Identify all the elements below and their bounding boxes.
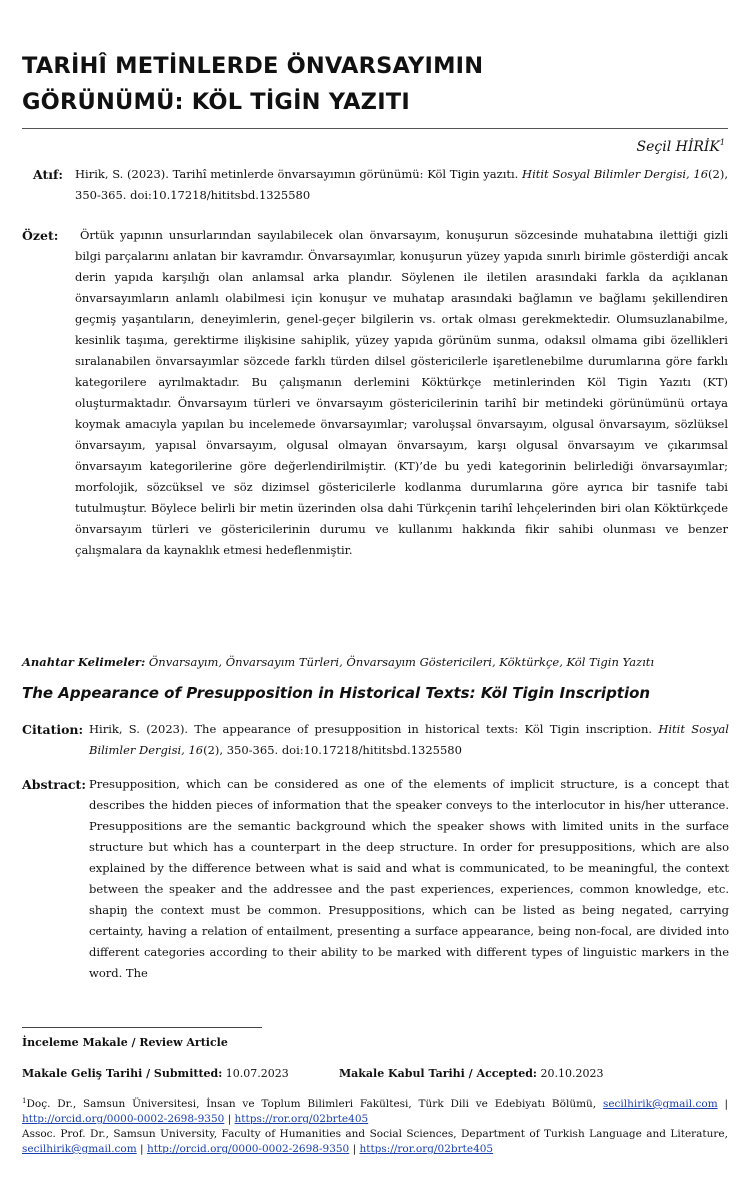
atif-label: Atıf: (33, 167, 63, 182)
author-footnote-mark[interactable]: 1 (719, 138, 725, 147)
citation-label: Citation: (22, 722, 84, 737)
footnote-tr: $^1$Doç. Dr., Samsun Üniversitesi, İnsan ve Toplum Bilimleri Fakültesi, Türk Dili ve Edebiyatı Bölümü, secilhirik@gmail.com | http://orcid.org/0000-0002-2698-9350 | https://ror.org/02brte405 (22, 1097, 728, 1125)
orcid-link-en[interactable]: http://orcid.org/0000-0002-2698-9350 (146, 1143, 350, 1155)
keywords-text: Önvarsayım, Önvarsayım Türleri, Önvarsayım Göstericileri, Köktürkçe, Köl Tigin Yazıtı (145, 655, 655, 669)
english-title: The Appearance of Presupposition in Historical Texts: Köl Tigin Inscription (22, 684, 651, 702)
title-line-2: GÖRÜNÜMÜ: KÖL TİGİN YAZITI (22, 89, 410, 115)
accepted-date: Makale Kabul Tarihi / Accepted: 20.10.2023 (339, 1067, 604, 1080)
keywords (22, 652, 732, 672)
email-link-en[interactable]: secilhirik@gmail.com (22, 1143, 137, 1155)
email-link[interactable]: secilhirik@gmail.com (602, 1098, 718, 1110)
citation-text: Hirik, S. (2023). The appearance of presupposition in historical texts: Köl Tigin inscription. Hitit Sosyal Bilimler Dergisi, 16(2), 350-365. doi:10.17218/hititsbd.1325580 (89, 722, 729, 757)
title-divider (22, 128, 728, 129)
abstract-label: Abstract: (22, 777, 86, 792)
ror-link[interactable]: https://ror.org/02brte405 (234, 1113, 369, 1125)
article-type: İnceleme Makale / Review Article (22, 1036, 228, 1049)
ozet-label: Özet: (22, 228, 59, 243)
article-title (22, 48, 722, 120)
ror-link-en[interactable]: https://ror.org/02brte405 (359, 1143, 494, 1155)
keywords-label: Anahtar Kelimeler: (22, 655, 146, 669)
title-line-1: TARİHÎ METİNLERDE ÖNVARSAYIMIN (22, 53, 484, 79)
author-footnote (22, 1094, 728, 1157)
ozet-text: Örtük yapının unsurlarından sayılabilecek olan önvarsayım, konuşurun sözcesinde muhatabına ilettiği gizli bilgi parçalarını anlatan bir kavramdır. Önvarsayımlar, konuşurun yüzey yapıda sınırlı birimle gösterdiği ancak derin yapıda karşılığı olan anlamsal arka plandır. Söylenen ile iletilen arasındaki farkla da açıklanan önvarsayımların anlamlı olabilmesi için konuşur ve muhatap arasındaki bağlamın ve bağlamı şekillendiren geçmiş yaşantıların, deneyimlerin, genel-geçer bilgilerin vs. ortak olması gerekmektedir. Olumsuzlanabilme, kesinlik taşıma, gerektirme ilişkisine sahiplik, yüzey yapıda görünüm sunma, odaksıl olmama gibi özellikleri sıralanabilen önvarsayımlar sözcede farklı türden dilsel göstericilerle işaretlenebilme durumlarına göre farklı kategorilere ayrılmaktadır. Bu çalışmanın derlemini Köktürkçe metinlerinden Köl Tigin Yazıtı (KT) oluşturmaktadır. Önvarsayım türleri ve önvarsayım göstericilerinin tarihî bir metindeki görünümünü ortaya koymak amacıyla yapılan bu incelemede önvarsayımlar; varoluşsal önvarsayım, olgusal önvarsayım, sözlüksel önvarsayım, yapısal önvarsayım, olgusal olmayan önvarsayım, karşı olgusal önvarsayım ve çıkarımsal önvarsayım kategorilerine göre değerlendirilmiştir. (KT)’de bu yedi kategorinin belirlediği önvarsayımlar; morfolojik, sözcüksel ve söz dizimsel göstericilerle kodlanma durumlarına göre ayrıca bir tasnife tabi tutulmuştur. Böylece belirli bir metin üzerinden olsa dahi Türkçenin tarihî lehçelerinden biri olan Köktürkçede önvarsayım türleri ve göstericilerinin durumu ve kullanımı hakkında fikir sahibi olunması ve benzer çalışmalara da kaynaklık etmesi hedeflenmiştir. (75, 228, 728, 557)
footer-divider (22, 1027, 262, 1028)
abstract-text: Presupposition, which can be considered as one of the elements of implicit structure, is a concept that describes the hidden pieces of information that the speaker conveys to the interlocutor in his/her utterance. Presuppositions are the semantic background which the speaker shows with limited units in the surface structure but which has a counterpart in the deep structure. In order for presuppositions, which are also explained by the difference between what is said and what is communicated, to be meaningful, the context between the speaker and the addressee and the past experiences, experiences, common knowledge, etc. shapiŋ the context must be common. Presuppositions, which can be listed as being negated, carrying certainty, having a relation of entailment, presenting a surface appearance, being non-focal, are divided into different categories according to their ability to be marked with different types of linguistic markers in the word. The (89, 777, 729, 980)
author-name: Seçil HİRİK$^1$ (636, 138, 725, 155)
submitted-date: Makale Geliş Tarihi / Submitted: 10.07.2023 (22, 1067, 289, 1080)
footnote-en: Assoc. Prof. Dr., Samsun University, Faculty of Humanities and Social Sciences, Department of Turkish Language and Literature, secilhirik@gmail.com | http://orcid.org/0000-0002-2698-9350 | https://ror.org/02brte405 (22, 1128, 728, 1155)
orcid-link[interactable]: http://orcid.org/0000-0002-2698-9350 (22, 1113, 225, 1125)
atif-text: Hirik, S. (2023). Tarihî metinlerde önvarsayımın görünümü: Köl Tigin yazıtı. Hitit Sosyal Bilimler Dergisi, 16(2), 350-365. doi:10.17218/hititsbd.1325580 (75, 167, 728, 202)
